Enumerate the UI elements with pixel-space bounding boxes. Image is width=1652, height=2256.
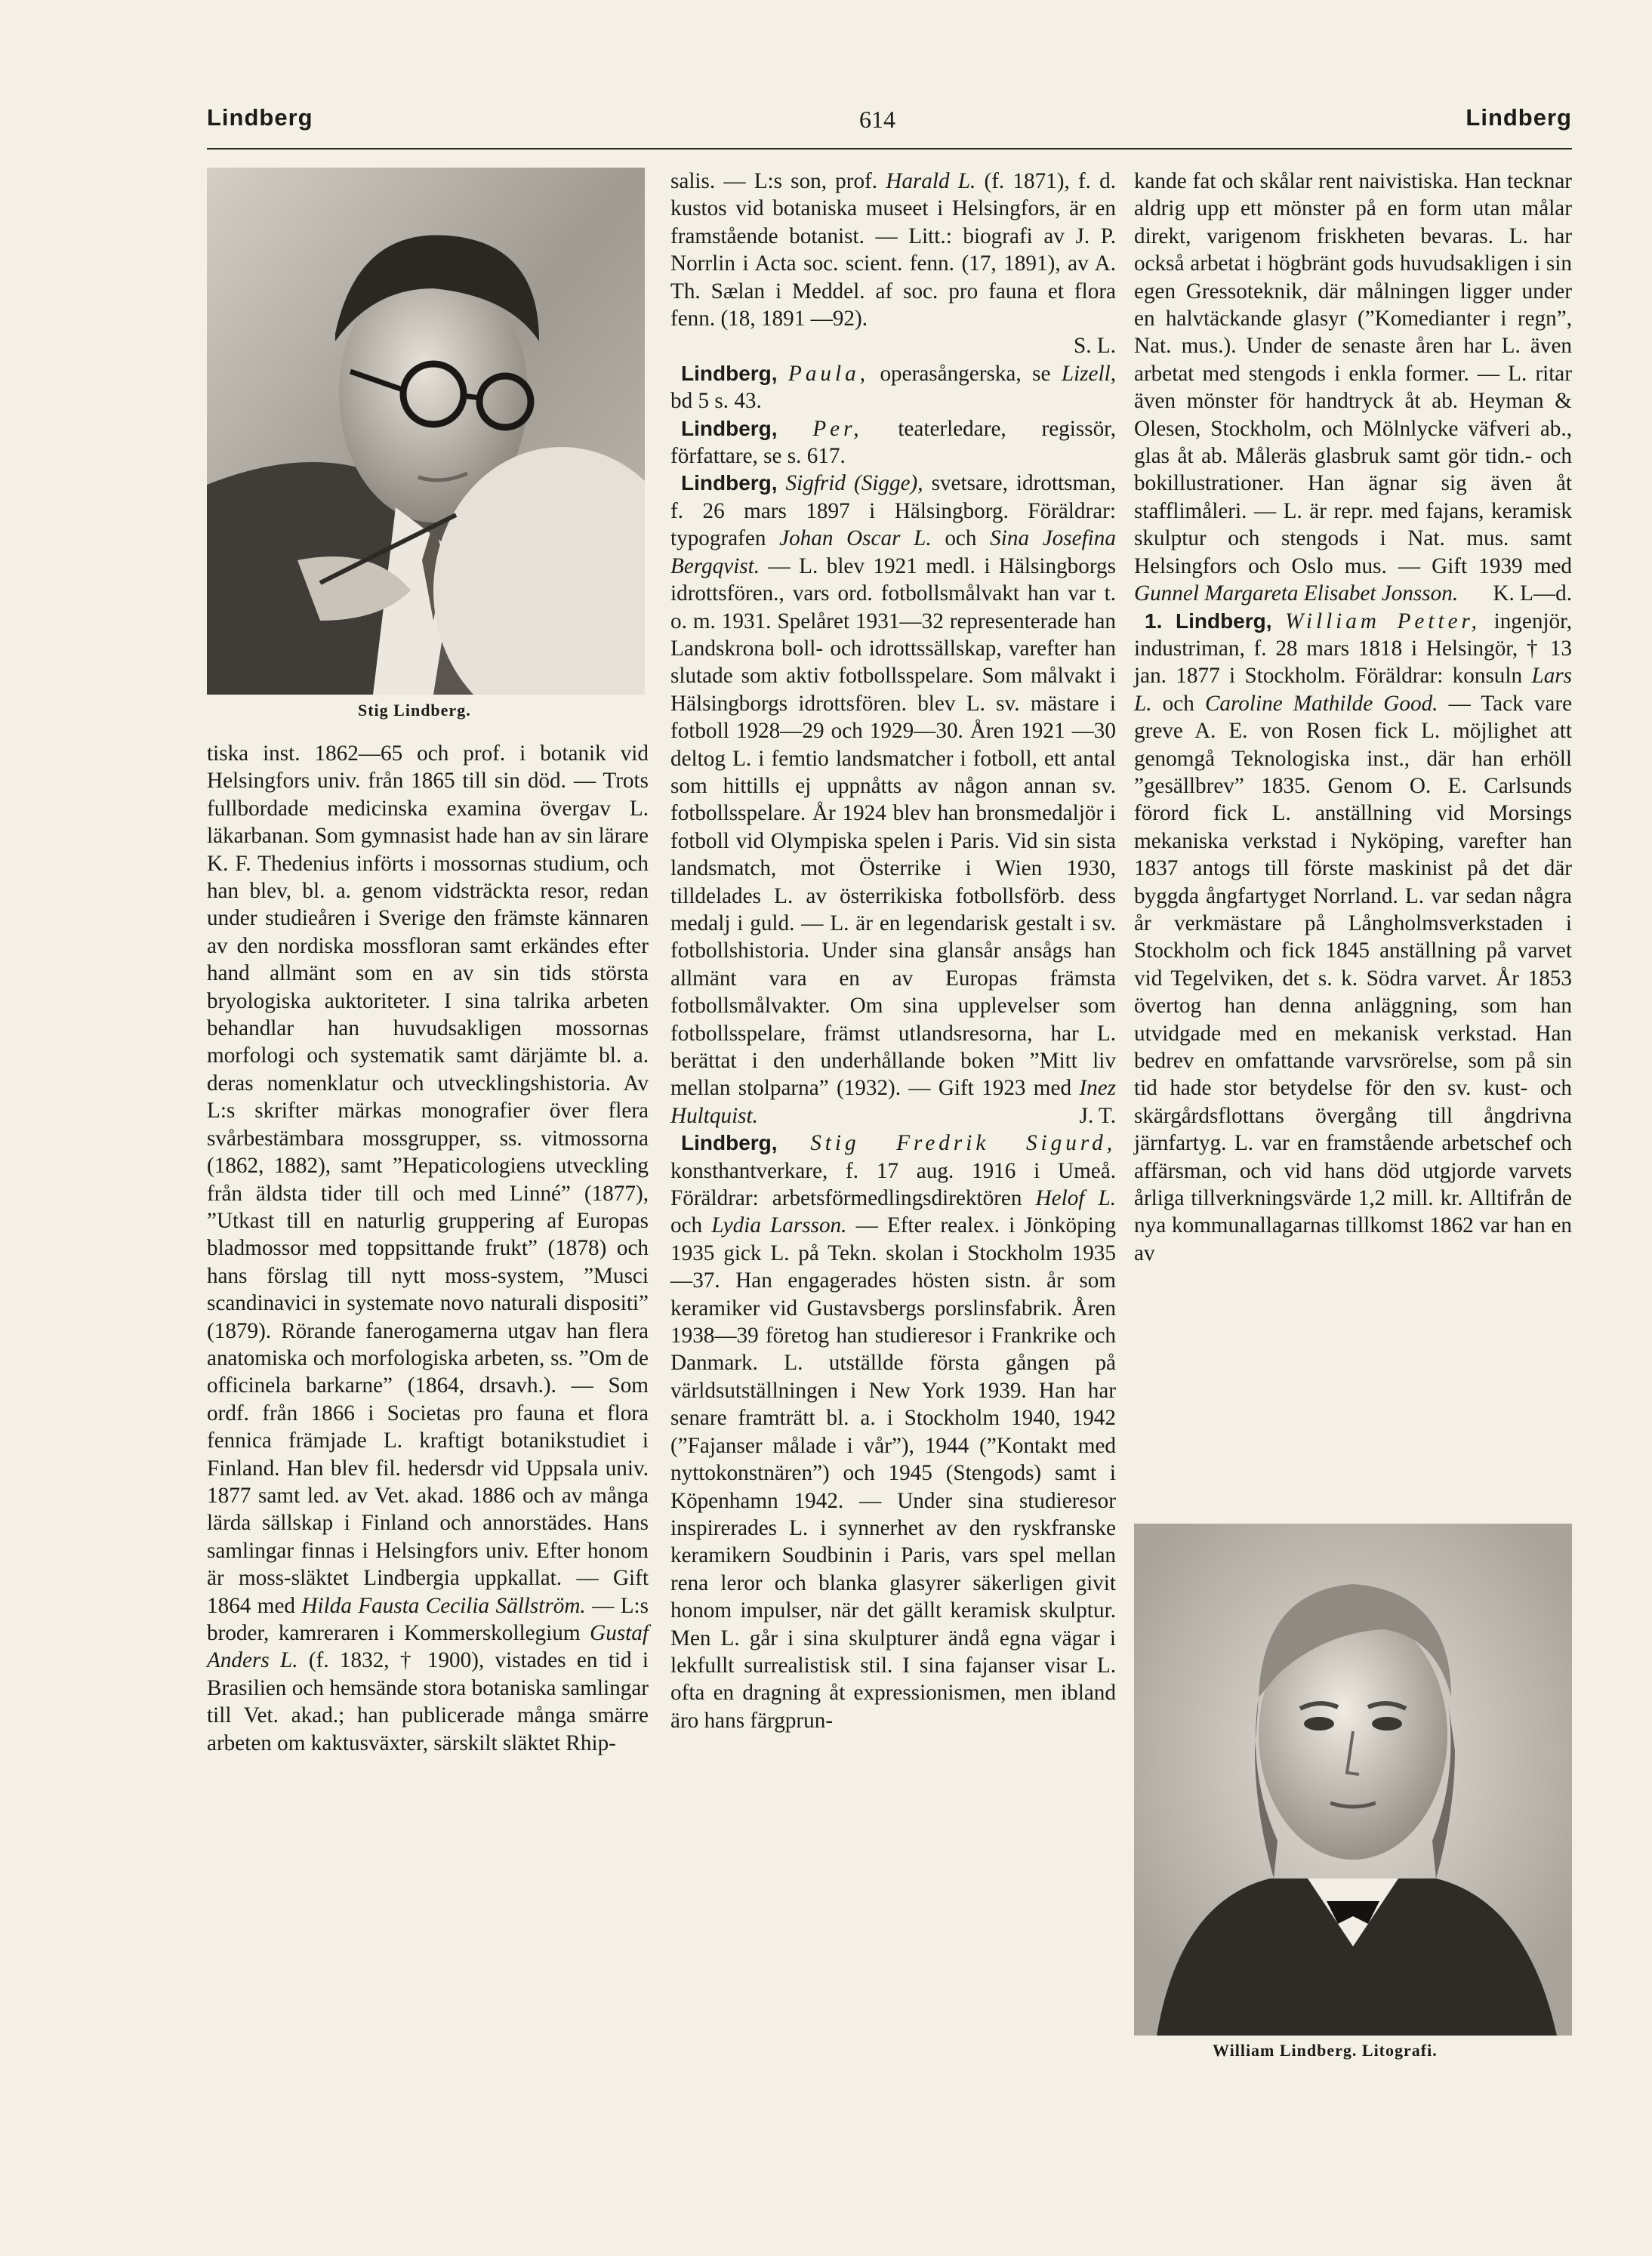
text-run: bd 5 s. 43. bbox=[670, 389, 762, 414]
text-run: teaterledare, regissör, författare, se s. 617. bbox=[670, 416, 1117, 469]
text-run: och bbox=[945, 526, 977, 551]
text-run: tiska inst. 1862—65 och prof. i botanik vid Helsingfors univ. från 1865 till sin död. — Trots fullbordade medicinska examina övergav L. läkarbanan. Som gymnasist hade han av sin lärare K. F. Thedenius införts i mossornas studium, och han blev, bl. a. genom vidsträckta resor, redan under studieåren i Sverige den främste kännaren av den nordiska mossfloran samt erkändes efter hand allmänt som en av sin tids största bryologiska auktoriteter. I sina talrika arbeten behandlar han huvudsakligen mossornas morfologi och systematik samt därjämte bl. a. deras nomenklatur och utvecklingshistoria. Av L:s skrifter märkas monografier över flera svårbestämbara mossgrupper, ss. vitmossorna (1862, 1882), samt ”Hepaticologiens utveckling från äldsta tider till och med Linné” (1877), ”Utkast till en naturlig gruppering af Europas bladmossor med toppsittande frukt” (1878) och hans förslag till nytt moss-system, ”Musci scandinavici in systemate novo naturali dispositi” (1879). Rörande fanerogamerna utgav han flera anatomiska och morfologiska arbeten, ss. ”Om de officinela barkarne” (1864, drsavh.). — Som ordf. från 1866 i Societas pro fauna et flora fennica främjade L. kraftigt botanikstudiet i Finland. Han blev fil. hedersdr vid Uppsala univ. 1877 samt led. av Vet. akad. 1886 och av många lärda sällskap i Finland och annorstädes. Hans samlingar finnas i Helsingfors univ. Efter honom är moss-släktet Lindbergia uppkallat. — Gift 1864 med bbox=[207, 741, 649, 1618]
entry-headword: Lindberg, bbox=[681, 1131, 778, 1155]
parent-name: Sina Josefina Bergqvist. bbox=[670, 526, 1116, 578]
text-run: — L:s broder, kamreraren i Kommerskollegium bbox=[207, 1593, 649, 1645]
parent-name: Lars L. bbox=[1134, 664, 1573, 716]
entry-paula bbox=[670, 360, 1116, 415]
page-number: 614 bbox=[859, 106, 895, 133]
william-lindberg-portrait bbox=[1134, 1524, 1572, 2036]
spouse-name: Hilda Fausta Cecilia Sällström. bbox=[301, 1593, 586, 1618]
entry-given-name: Per, bbox=[812, 416, 863, 441]
running-header-left: Lindberg bbox=[207, 104, 313, 131]
header-rule bbox=[207, 148, 1572, 149]
entry-headword: Lindberg, bbox=[1175, 609, 1272, 633]
sextus-continuation bbox=[670, 168, 1116, 360]
parent-name: Helof L. bbox=[1035, 1186, 1116, 1211]
entry-given-name: Sigfrid (Sigge), bbox=[785, 471, 923, 496]
entry-headword: Lindberg, bbox=[681, 471, 778, 495]
entry-given-name: Stig Fredrik Sigurd, bbox=[810, 1131, 1116, 1156]
parent-name: Johan Oscar L. bbox=[779, 526, 932, 551]
entry-william bbox=[1134, 608, 1572, 1268]
spouse-name: Inez Hultquist. bbox=[670, 1076, 1117, 1128]
text-run: (f. 1871), f. d. kustos vid botaniska museet i Helsingfors, är en framstående botanist. — Litt.: biografi av J. P. Norrlin i Acta soc. scient. fenn. (17, 1891), av A. Th. Sælan i Meddel. af soc. pro fauna et flora fenn. (18, 1891 —92). bbox=[670, 169, 1117, 331]
author-signature: J. T. bbox=[1079, 1103, 1116, 1128]
text-run: svetsare, idrottsman, f. 26 mars 1897 i Hälsingborg. Föräldrar: typografen bbox=[670, 471, 1116, 551]
column-1 bbox=[207, 740, 649, 1757]
parent-name: Lydia Larsson. bbox=[711, 1213, 847, 1238]
text-run: operasångerska, se bbox=[880, 361, 1051, 386]
spouse-name: Gunnel Margareta Elisabet Jonsson. bbox=[1134, 581, 1459, 606]
text-run: salis. — L:s son, prof. bbox=[670, 169, 878, 193]
entry-given-name: Paula, bbox=[787, 361, 870, 386]
entry-stig bbox=[670, 1130, 1116, 1734]
entry-number: 1. bbox=[1145, 609, 1163, 633]
entry-per bbox=[670, 415, 1116, 470]
stig-photo-caption: Stig Lindberg. bbox=[358, 701, 471, 720]
text-run: konsthantverkare, f. 17 aug. 1916 i Umeå. Föräldrar: arbetsförmedlingsdirektören bbox=[670, 1158, 1116, 1211]
entry-given-name: William Petter, bbox=[1285, 609, 1481, 633]
text-run: kande fat och skålar rent naivistiska. Han tecknar aldrig upp ett mönster på en form utan målar direkt, varigenom friskheten bevaras. L. har också arbetat i högbränt gods huvudsakligen i sin egen Gressoteknik, där målningen ligger under en halvtäckande glasyr (”Komedianter i regn”, Nat. mus.). Under de senaste åren har L. även arbetat med stengods i enkla former. — L. ritar även mönster för handtryck åt ab. Heyman & Olesen, Stockholm, och Mölnlycke väfveri ab., glas åt ab. Måleräs glasbruk samt gör tidn.- och bokillustrationer. Han ägnar sig även åt stafflimåleri. — L. är repr. med fajans, keramisk skulptur och stengods i Nat. mus. samt Helsingfors och Oslo mus. — Gift 1939 med bbox=[1134, 169, 1572, 578]
parent-name: Caroline Mathilde Good. bbox=[1204, 691, 1438, 716]
text-run: och bbox=[670, 1213, 703, 1238]
text-run: — Efter realex. i Jönköping 1935 gick L. på Tekn. skolan i Stockholm 1935 —37. Han engagerades hösten sistn. år som keramiker vid Gustavsbergs porslinsfabrik. Åren 1938—39 företog han studieresor i Frankrike och Danmark. L. utställde första gången på världsutställningen i New York 1939. Han har senare framträtt bl. a. i Stockholm 1940, 1942 (”Fajanser målade i vår”), 1944 (”Kontakt med nyttokonstnären”) och 1945 (Stengods) samt i Köpenhamn 1942. — Under sina studieresor inspirerades L. i synnerhet av den ryskfranske keramikern Soudbinin i Paris, vars spel mellan rena leror och blanka glasyrer säkerligen givit honom impulser, när det gällt keramisk skulptur. Men L. går i sina skulpturer ändå egna vägar i lekfullt surrealistisk stil. I sina fajanser visar L. ofta en dragning åt expressionismen, men ibland äro hans färgprun- bbox=[670, 1213, 1116, 1733]
entry-sigfrid bbox=[670, 470, 1116, 1130]
son-name: Harald L. bbox=[886, 169, 976, 193]
text-run: (f. 1832, † 1900), vistades en tid i Brasilien och hemsände stora botaniska samlingar till Vet. akad.; han publicerade många smärre arbeten om kaktusväxter, särskilt släktet Rhip- bbox=[207, 1648, 649, 1755]
stig-lindberg-photo bbox=[207, 168, 645, 695]
entry-headword: Lindberg, bbox=[681, 361, 778, 385]
running-header-right: Lindberg bbox=[1466, 104, 1572, 131]
cross-reference: Lizell, bbox=[1061, 361, 1117, 386]
brother-name: Gustaf Anders L. bbox=[207, 1621, 649, 1673]
entry-headword: Lindberg, bbox=[681, 416, 778, 440]
sextus-lindberg-text bbox=[207, 740, 649, 1757]
william-portrait-caption: William Lindberg. Litografi. bbox=[1213, 2041, 1438, 2060]
text-run: — Tack vare greve A. E. von Rosen fick L. möjlighet att genomgå Teknologiska inst., där han erhöll ”gesällbrev” 1835. Genom O. E. Carlsunds förord fick L. anställning vid Morsings mekaniska verkstad i Nyköping, varefter han 1837 antogs till förste maskinist på det där byggda ångfartyget Norrland. L. var sedan några år verkmästare på Långholmsverkstaden i Stockholm och fick 1845 anställning på varvet vid Tegelviken, det s. k. Södra varvet. År 1853 övertog han denna anläggning, som han utvidgade med en mekanisk verkstad. Han bedrev en omfattande varvsrörelse, som på sin tid hade stor betydelse för den sv. kust- och skärgårdsflottans övergång till ångdrivna järnfartyg. L. var en framstående arbetschef och affärsman, och vid hans död utgjorde varvets årliga tillverkningsvärde 1,2 mill. kr. Alltifrån de nya kommunallagarnas tillkomst 1862 var han en av bbox=[1134, 691, 1573, 1265]
author-signature: S. L. bbox=[1074, 334, 1116, 359]
author-signature: K. L—d. bbox=[1493, 581, 1572, 606]
column-3 bbox=[1134, 168, 1572, 1267]
text-run: och bbox=[1162, 691, 1194, 716]
column-2 bbox=[670, 168, 1116, 1734]
stig-continuation bbox=[1134, 168, 1572, 608]
text-run: — L. blev 1921 medl. i Hälsingborgs idrottsfören., vars ord. fotbollsmålvakt han var t. o. m. 1931. Spelåret 1931—32 representerade han Landskrona boll- och idrottssällskap, varefter han slutade som aktiv fotbollsspelare. Som målvakt i Hälsingborgs idrottsfören. blev L. sv. mästare i fotboll 1928—29 och 1929—30. Åren 1921 —30 deltog L. i femtio landsmatcher i fotboll, ett antal som hittills ej uppnåtts av någon annan sv. fotbollsspelare. År 1924 blev han bronsmedaljör i fotboll vid Olympiska spelen i Paris. Vid sin sista landsmatch, mot Österrike i Wien 1930, tilldelades L. av österrikiska fotbollsförb. dess medalj i guld. — L. är en legendarisk gestalt i sv. fotbollshistoria. Under sina glansår ansågs han allmänt vara en av Europas främsta fotbollsmålvakter. Om sina upplevelser som fotbollsspelare, främst utlandsresorna, har L. berättat i den underhållande boken ”Mitt liv mellan stolparna” (1932). — Gift 1923 med bbox=[670, 553, 1117, 1101]
text-run: ingenjör, industriman, f. 28 mars 1818 i Helsingör, † 13 jan. 1877 i Stockholm. Föräldrar: konsuln bbox=[1134, 609, 1572, 689]
